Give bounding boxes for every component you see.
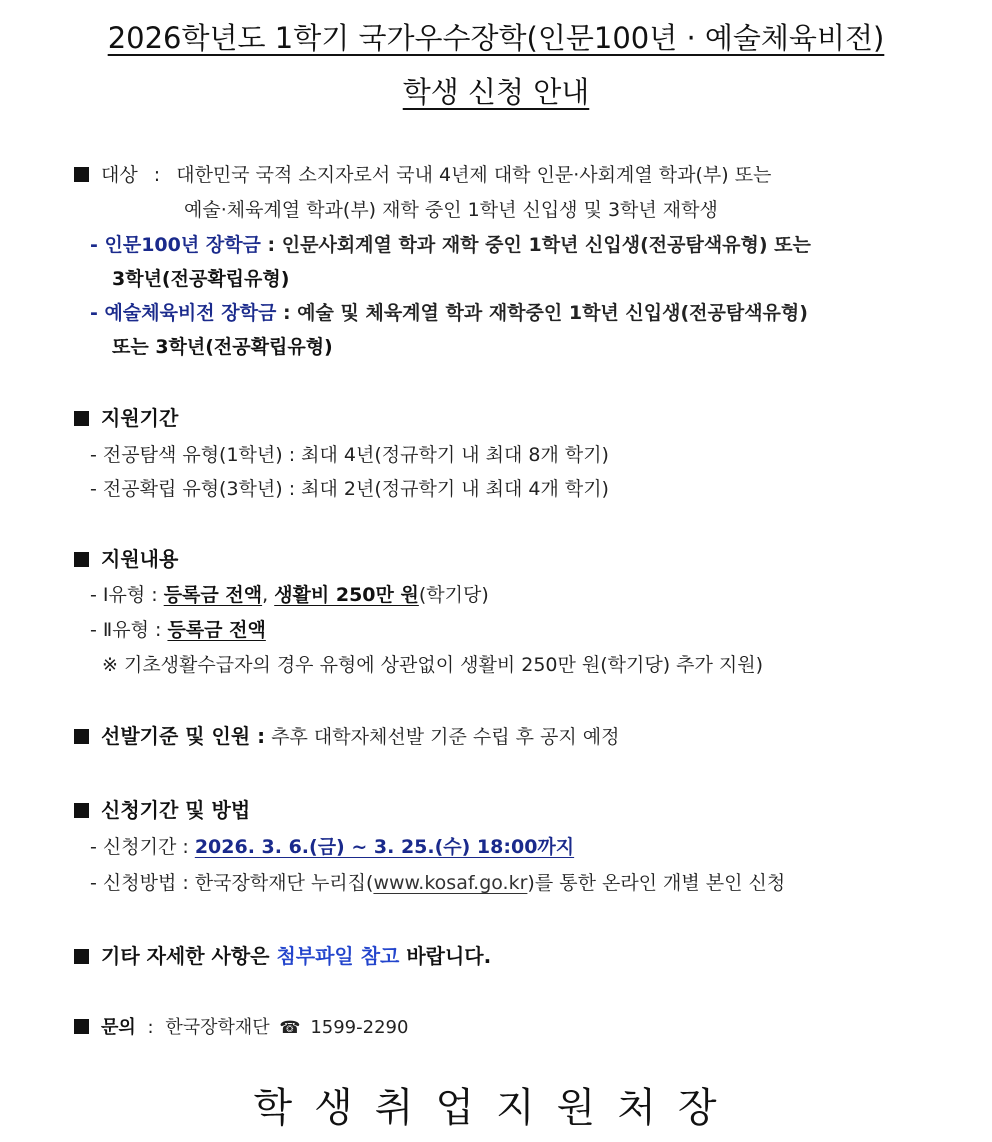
content-heading: 지원내용 bbox=[101, 547, 179, 571]
target-colon: : bbox=[153, 164, 161, 186]
type-2-tuition: 등록금 전액 bbox=[167, 619, 266, 641]
period-item-1: - 전공탐색 유형(1학년) : 최대 4년(정규학기 내 최대 8개 학기) bbox=[90, 444, 609, 466]
selection-section bbox=[74, 720, 619, 749]
target-text-1: 대한민국 국적 소지자로서 국내 4년제 대학 인문·사회계열 학과(부) 또는 bbox=[176, 164, 772, 186]
period-heading: 지원기간 bbox=[101, 406, 179, 430]
square-bullet-icon bbox=[74, 729, 89, 744]
type-1-tuition: 등록금 전액 bbox=[163, 584, 263, 606]
apply-method bbox=[90, 868, 785, 895]
contact-org: 한국장학재단 bbox=[165, 1017, 270, 1038]
apply-period-value: 2026. 3. 6.(금) ~ 3. 25.(수) 18:00까지 bbox=[194, 836, 575, 858]
scholarship-humanities-text-1: 인문사회계열 학과 재학 중인 1학년 신입생(전공탐색유형) 또는 bbox=[281, 234, 811, 256]
apply-method-label: - 신청방법 : 한국장학재단 누리집( bbox=[90, 872, 374, 894]
target-sub-2 bbox=[90, 298, 808, 325]
contact-colon: : bbox=[147, 1017, 154, 1038]
support-note: ※ 기초생활수급자의 경우 유형에 상관없이 생활비 250만 원(학기당) 추가 지원) bbox=[102, 654, 764, 676]
support-type-2 bbox=[90, 615, 266, 642]
etc-section bbox=[74, 940, 491, 969]
square-bullet-icon bbox=[74, 167, 89, 182]
apply-period-label: - 신청기간 : bbox=[90, 836, 189, 858]
contact-section bbox=[74, 1013, 408, 1039]
kosaf-link[interactable]: www.kosaf.go.kr bbox=[373, 872, 528, 894]
scholarship-arts-label: - 예술체육비전 장학금 bbox=[90, 302, 277, 324]
type-1-prefix: - Ⅰ유형 : bbox=[90, 584, 158, 606]
target-sub-1 bbox=[90, 230, 811, 257]
apply-method-suffix: )를 통한 온라인 개별 본인 신청 bbox=[527, 872, 786, 894]
contact-heading: 문의 bbox=[101, 1017, 136, 1038]
apply-heading: 신청기간 및 방법 bbox=[101, 798, 251, 822]
target-section bbox=[74, 160, 771, 187]
title-line-1: 2026학년도 1학기 국가우수장학(인문100년 · 예술체육비전) bbox=[107, 21, 885, 55]
square-bullet-icon bbox=[74, 411, 89, 426]
square-bullet-icon bbox=[74, 803, 89, 818]
type-1-suffix: (학기당) bbox=[418, 584, 489, 606]
etc-suffix: 바랍니다. bbox=[406, 944, 492, 968]
type-1-living-cost: 생활비 250만 원 bbox=[274, 584, 419, 606]
target-text-2: 예술·체육계열 학과(부) 재학 중인 1학년 신입생 및 3학년 재학생 bbox=[184, 199, 718, 221]
content-section bbox=[74, 543, 178, 572]
square-bullet-icon bbox=[74, 552, 89, 567]
type-1-separator: , bbox=[262, 584, 269, 606]
period-section bbox=[74, 402, 178, 431]
document-title bbox=[0, 16, 992, 57]
sub-2-colon: : bbox=[282, 302, 291, 324]
attachment-reference: 첨부파일 참고 bbox=[276, 944, 400, 968]
selection-text: 추후 대학자체선발 기준 수립 후 공지 예정 bbox=[271, 726, 620, 748]
etc-prefix: 기타 자세한 사항은 bbox=[101, 944, 270, 968]
type-2-prefix: - Ⅱ유형 : bbox=[90, 619, 162, 641]
support-type-1 bbox=[90, 580, 489, 607]
document-subtitle bbox=[0, 70, 992, 111]
scholarship-humanities-text-2: 3학년(전공확립유형) bbox=[112, 268, 290, 290]
sub-1-colon: : bbox=[267, 234, 276, 256]
issuer-signature: 학생취업지원처장 bbox=[253, 1085, 739, 1131]
apply-period bbox=[90, 832, 574, 859]
scholarship-arts-text-2: 또는 3학년(전공확립유형) bbox=[112, 336, 333, 358]
phone-icon: ☎ bbox=[279, 1018, 301, 1038]
square-bullet-icon bbox=[74, 949, 89, 964]
title-line-2: 학생 신청 안내 bbox=[402, 75, 590, 109]
square-bullet-icon bbox=[74, 1019, 89, 1034]
scholarship-arts-text-1: 예술 및 체육계열 학과 재학중인 1학년 신입생(전공탐색유형) bbox=[297, 302, 808, 324]
apply-section bbox=[74, 794, 250, 823]
contact-phone: 1599-2290 bbox=[310, 1017, 409, 1038]
target-heading: 대상 bbox=[101, 164, 138, 186]
selection-heading: 선발기준 및 인원 : bbox=[101, 724, 266, 748]
period-item-2: - 전공확립 유형(3학년) : 최대 2년(정규학기 내 최대 4개 학기) bbox=[90, 478, 609, 500]
scholarship-humanities-label: - 인문100년 장학금 bbox=[90, 234, 261, 256]
